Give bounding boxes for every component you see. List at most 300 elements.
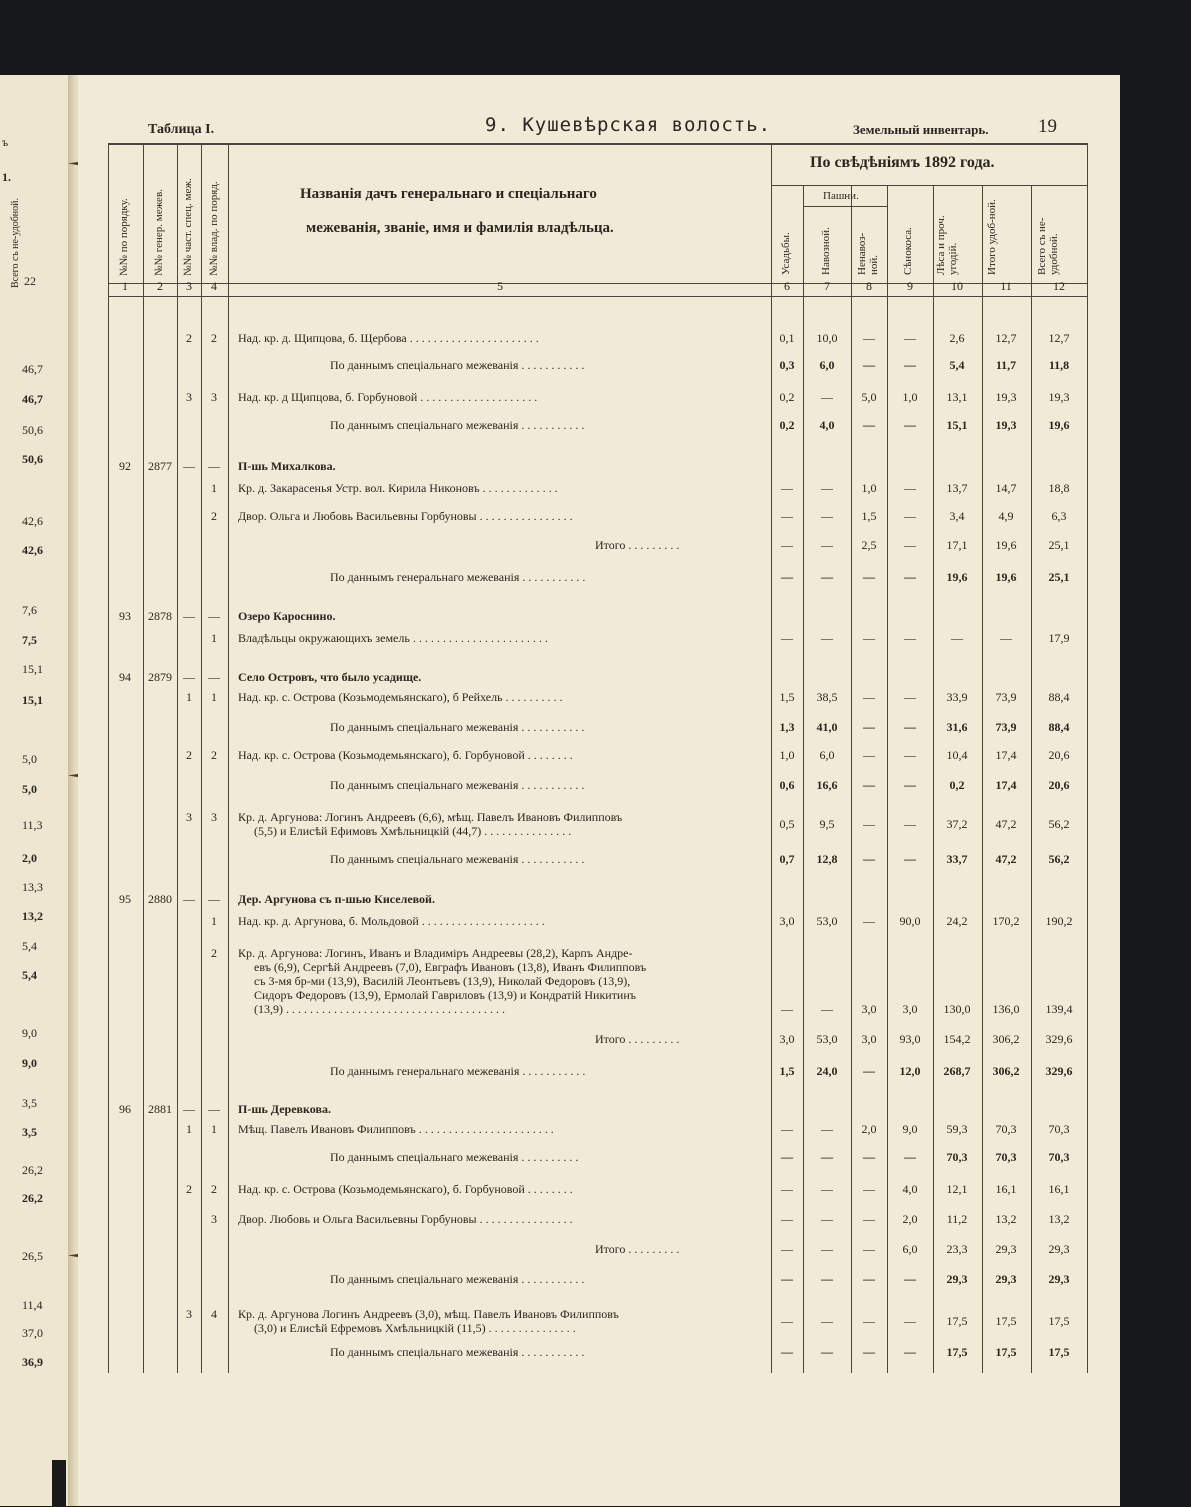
row-index-n3: 3 [186,810,192,824]
value-c6: — [781,1345,793,1359]
value-c7: 12,8 [816,852,838,866]
value-c8: — [863,1345,875,1359]
row-index-n1: 96 [119,1102,131,1116]
row-index-n3: — [183,1102,195,1116]
row-index-n4: — [208,1102,220,1116]
value-c12: 13,2 [1048,1212,1070,1226]
value-c11: 70,3 [995,1122,1017,1136]
value-c7: — [821,1345,833,1359]
column-number: 6 [784,279,790,293]
value-c9: — [904,418,916,432]
owner-row: Над. кр. с. Острова (Козьмодемьянскаго), б. Горбуновой . . . . . . . . [238,1182,573,1196]
value-c10: 10,4 [946,748,968,762]
value-c7: — [821,1002,833,1016]
row-index-n3: 3 [186,390,192,404]
value-c11: 170,2 [992,914,1020,928]
value-c6: 1,3 [779,720,795,734]
value-c8: — [863,358,875,372]
value-c11: 47,2 [995,817,1017,831]
value-c7: 41,0 [816,720,838,734]
value-c6: 0,2 [779,418,795,432]
value-c11: 306,2 [992,1032,1020,1046]
value-c10: 19,6 [946,570,968,584]
value-c7: — [821,1150,833,1164]
row-index-n4: 1 [211,1122,217,1136]
value-c9: 4,0 [902,1182,918,1196]
value-c9: — [904,1345,916,1359]
value-c6: — [781,1242,793,1256]
value-c8: — [863,720,875,734]
left-page-value: 36,9 [22,1355,43,1369]
row-index-n4: 1 [211,690,217,704]
row-index-n3: 2 [186,1182,192,1196]
value-c10: 31,6 [946,720,968,734]
value-c10: 13,7 [946,481,968,495]
value-c11: 13,2 [995,1212,1017,1226]
value-c7: 16,6 [816,778,838,792]
owner-row: Мѣщ. Павелъ Ивановъ Филипповъ . . . . . . . . . . . . . . . . . . . . . . . [238,1122,554,1136]
row-index-n4: 2 [211,509,217,523]
owner-row-continued: (13,9) . . . . . . . . . . . . . . . . . . . . . . . . . . . . . . . . . . . . . [254,1002,505,1016]
value-c9: — [904,1272,916,1286]
owner-row: Двор. Любовь и Ольга Васильевны Горбуновы . . . . . . . . . . . . . . . . [238,1212,573,1226]
owner-row: Двор. Ольга и Любовь Васильевны Горбуновы . . . . . . . . . . . . . . . . [238,509,573,523]
col-header-12: Всего съ не-удобной. [1036,217,1061,275]
left-page-value: 46,7 [22,392,43,406]
value-c8: — [863,1314,875,1328]
owner-row: Над. кр. д. Аргунова, б. Мольдовой . . . . . . . . . . . . . . . . . . . . . [238,914,545,928]
col-header-2: №№ генер. межев. [153,189,165,276]
value-c10: 5,4 [949,358,965,372]
value-c7: 53,0 [816,914,838,928]
total-row: Итого . . . . . . . . . [595,538,680,552]
survey-summary-row: По даннымъ спеціальнаго межеванія . . . . . . . . . . . [330,852,585,866]
value-c11: 19,3 [995,418,1017,432]
value-c7: 24,0 [816,1064,838,1078]
column-number: 12 [1053,279,1065,293]
survey-summary-row: По даннымъ спеціальнаго межеванія . . . . . . . . . . . [330,418,585,432]
value-c10: 154,2 [943,1032,971,1046]
row-index-n3: 1 [186,1122,192,1136]
row-index-n4: 4 [211,1307,217,1321]
value-c9: 9,0 [902,1122,918,1136]
survey-summary-row: По даннымъ спеціальнаго межеванія . . . . . . . . . . [330,1150,579,1164]
owner-row: Над. кр. д. Щипцова, б. Щербова . . . . . . . . . . . . . . . . . . . . . . [238,331,539,345]
value-c9: — [904,570,916,584]
row-index-n2: 2881 [148,1102,172,1116]
value-c10: 130,0 [943,1002,971,1016]
value-c9: 3,0 [902,1002,918,1016]
value-c6: 1,5 [779,1064,795,1078]
row-index-n4: 3 [211,390,217,404]
value-c6: — [781,1182,793,1196]
value-c7: 38,5 [816,690,838,704]
value-c10: 24,2 [946,914,968,928]
value-c7: 10,0 [816,331,838,345]
left-page-value: 7,6 [22,603,37,617]
left-page-value: 2,0 [22,851,37,865]
row-index-n4: — [208,892,220,906]
survey-summary-row: По даннымъ генеральнаго межеванія . . . . . . . . . . . [330,1064,586,1078]
row-index-n4: 1 [211,481,217,495]
value-c9: — [904,631,916,645]
value-c11: 19,6 [995,570,1017,584]
value-c6: 3,0 [779,914,795,928]
value-c6: 0,3 [779,358,795,372]
left-page-col-number: 22 [24,274,36,288]
row-index-n2: 2877 [148,459,172,473]
value-c8: — [863,690,875,704]
value-c11: 4,9 [998,509,1014,523]
value-c7: — [821,1272,833,1286]
value-c11: 12,7 [995,331,1017,345]
row-index-n3: — [183,609,195,623]
value-c12: 56,2 [1048,852,1070,866]
value-c10: 17,5 [946,1314,968,1328]
value-c6: — [781,1002,793,1016]
value-c11: 19,3 [995,390,1017,404]
value-c11: 73,9 [995,690,1017,704]
total-row: Итого . . . . . . . . . [595,1032,680,1046]
left-page-value: 26,2 [22,1191,43,1205]
row-index-n4: 2 [211,331,217,345]
pashni-header: Пашни. [823,190,859,202]
value-c8: 2,0 [861,1122,877,1136]
column-number: 5 [497,279,503,293]
owner-row: Кр. д. Аргунова Логинъ Андреевъ (3,0), мѣщ. Павелъ Ивановъ Филипповъ [238,1307,619,1321]
pashni-header-rule [803,206,887,207]
row-index-n1: 94 [119,670,131,684]
value-c12: 17,9 [1048,631,1070,645]
value-c12: 88,4 [1048,690,1070,704]
value-c9: — [904,1314,916,1328]
value-c7: — [821,509,833,523]
row-index-n4: 2 [211,1182,217,1196]
value-c12: 329,6 [1045,1064,1073,1078]
page-number: 19 [1038,116,1057,137]
left-page-col-header: Всего съ не-удобной. [10,198,21,288]
value-c12: 11,8 [1048,358,1070,372]
value-c8: 1,5 [861,509,877,523]
value-c11: 11,7 [995,358,1017,372]
survey-summary-row: По даннымъ спеціальнаго межеванія . . . . . . . . . . . [330,1345,585,1359]
left-page-value: 5,4 [22,939,37,953]
col-divider [933,185,934,1373]
col-header-1: №№ по порядку. [118,198,130,276]
value-c9: — [904,481,916,495]
value-c8: — [863,914,875,928]
value-c6: — [781,1212,793,1226]
row-index-n4: — [208,459,220,473]
owner-row: Над. кр. с. Острова (Козьмодемьянскаго), б Рейхель . . . . . . . . . . [238,690,563,704]
estate-heading: Село Островъ, что было усадище. [238,670,422,684]
row-index-n2: 2880 [148,892,172,906]
left-page-value: 50,6 [22,452,43,466]
value-c8: — [863,817,875,831]
row-index-n3: 1 [186,690,192,704]
value-c9: — [904,778,916,792]
left-page-value: 26,5 [22,1249,43,1263]
col-header-3: №№ част. спец. меж. [182,178,194,276]
survey-summary-row: По даннымъ генеральнаго межеванія . . . . . . . . . . . [330,570,586,584]
value-c10: 17,5 [946,1345,968,1359]
value-c8: 3,0 [861,1002,877,1016]
value-c8: 2,5 [861,538,877,552]
left-page-value: 3,5 [22,1125,37,1139]
value-c6: 1,0 [779,748,795,762]
number-row-rule [108,296,1088,297]
row-index-n3: — [183,670,195,684]
page-subtitle: Земельный инвентарь. [853,122,989,137]
value-c10: 268,7 [943,1064,971,1078]
left-page-value: 11,3 [22,818,43,832]
value-c11: — [1000,631,1012,645]
left-page-value: 42,6 [22,543,43,557]
owner-row-continued: евъ (6,9), Сергѣй Андреевъ (7,0), Евграфъ Ивановъ (13,8), Иванъ Филипповъ [254,960,647,974]
left-page-header-tail-2: 1. [2,170,11,184]
value-c7: 9,5 [819,817,835,831]
survey-summary-row: По даннымъ спеціальнаго межеванія . . . . . . . . . . . [330,720,585,734]
value-c10: 37,2 [946,817,968,831]
value-c8: — [863,1242,875,1256]
value-c9: 6,0 [902,1242,918,1256]
col-header-4: №№ влад. по поряд. [208,181,220,276]
value-c9: 90,0 [899,914,921,928]
value-c9: — [904,852,916,866]
value-c11: 19,6 [995,538,1017,552]
owner-row-continued: Сидоръ Федоровъ (13,9), Ермолай Гавриловъ (13,9) и Кондратій Никитинъ [254,988,636,1002]
value-c7: — [821,390,833,404]
column-number: 11 [1000,279,1012,293]
value-c12: 329,6 [1045,1032,1073,1046]
value-c6: — [781,481,793,495]
value-c8: — [863,852,875,866]
left-page-value: 42,6 [22,514,43,528]
value-c8: — [863,748,875,762]
row-index-n1: 95 [119,892,131,906]
value-c7: 53,0 [816,1032,838,1046]
value-c6: — [781,1314,793,1328]
value-c10: 33,9 [946,690,968,704]
estate-heading: П-шь Михалкова. [238,459,336,473]
page-title: 9. Кушевѣрская волость. [485,114,772,136]
column-number: 4 [211,279,217,293]
table-top-rule [108,143,1088,145]
value-c8: — [863,1182,875,1196]
value-c10: 2,6 [949,331,965,345]
left-page-value: 50,6 [22,423,43,437]
value-c8: 3,0 [861,1032,877,1046]
value-c10: 12,1 [946,1182,968,1196]
value-c9: — [904,1150,916,1164]
row-index-n2: 2879 [148,670,172,684]
survey-summary-row: По даннымъ спеціальнаго межеванія . . . . . . . . . . . [330,778,585,792]
value-c10: 13,1 [946,390,968,404]
col-header-9: Сѣнокоса. [902,227,914,275]
row-index-n4: — [208,670,220,684]
estate-heading: П-шь Деревкова. [238,1102,331,1116]
value-c8: 1,0 [861,481,877,495]
value-c10: 3,4 [949,509,965,523]
header-bottom-rule [108,283,1088,284]
left-page-value: 13,2 [22,909,43,923]
col-divider [982,185,983,1373]
value-c6: 1,5 [779,690,795,704]
value-c9: — [904,509,916,523]
value-c9: 2,0 [902,1212,918,1226]
value-c11: 17,5 [995,1345,1017,1359]
col-divider [143,143,144,1373]
value-c12: 29,3 [1048,1242,1070,1256]
value-c9: — [904,538,916,552]
left-page-value: 5,0 [22,752,37,766]
col-divider [1031,185,1032,1373]
row-index-n3: 2 [186,331,192,345]
value-c6: — [781,570,793,584]
value-c12: 12,7 [1048,331,1070,345]
value-c11: 306,2 [992,1064,1020,1078]
value-c12: 88,4 [1048,720,1070,734]
value-c10: 17,1 [946,538,968,552]
owner-row-continued: (3,0) и Елисѣй Ефремовъ Хмѣльницкій (11,5) . . . . . . . . . . . . . . . [254,1321,576,1335]
left-page-value: 11,4 [22,1298,43,1312]
value-c9: — [904,358,916,372]
value-c12: 16,1 [1048,1182,1070,1196]
left-page-value: 13,3 [22,880,43,894]
owner-row-continued: съ 3-мя бр-ми (13,9), Василій Леонтьевъ (13,9), Николай Федоровъ (13,9), [254,974,631,988]
value-c11: 17,4 [995,748,1017,762]
value-c11: 136,0 [992,1002,1020,1016]
value-c9: 93,0 [899,1032,921,1046]
owner-row: Владѣльцы окружающихъ земель . . . . . . . . . . . . . . . . . . . . . . . [238,631,548,645]
value-c12: 25,1 [1048,570,1070,584]
value-c11: 29,3 [995,1272,1017,1286]
value-c9: — [904,748,916,762]
value-c11: 73,9 [995,720,1017,734]
value-c7: — [821,631,833,645]
binding-tab [52,1460,66,1507]
value-c12: 19,3 [1048,390,1070,404]
row-index-n4: 3 [211,1212,217,1226]
row-index-n3: 3 [186,1307,192,1321]
value-c6: 0,7 [779,852,795,866]
value-c10: 59,3 [946,1122,968,1136]
col-header-11: Итого удоб-ной. [986,199,998,275]
value-c6: — [781,1150,793,1164]
left-page-value: 37,0 [22,1326,43,1340]
left-page-value: 26,2 [22,1163,43,1177]
value-c12: 17,5 [1048,1314,1070,1328]
value-c12: 139,4 [1045,1002,1073,1016]
value-c7: — [821,1212,833,1226]
column-number: 9 [907,279,913,293]
row-index-n3: 2 [186,748,192,762]
value-c12: 19,6 [1048,418,1070,432]
group-header: По свѣдѣніямъ 1892 года. [810,154,995,171]
left-page-value: 5,4 [22,968,37,982]
value-c10: 33,7 [946,852,968,866]
column-number: 7 [824,279,830,293]
left-page-value: 7,5 [22,633,37,647]
value-c10: 0,2 [949,778,965,792]
value-c7: — [821,1182,833,1196]
col-header-5-line2: межеванія, званіе, имя и фамилія владѣльца. [306,220,614,236]
row-index-n4: 1 [211,631,217,645]
value-c7: — [821,538,833,552]
row-index-n2: 2878 [148,609,172,623]
value-c12: 17,5 [1048,1345,1070,1359]
owner-row: Над. кр. д Щипцова, б. Горбуновой . . . . . . . . . . . . . . . . . . . . [238,390,538,404]
column-number: 8 [866,279,872,293]
value-c6: 0,5 [779,817,795,831]
row-index-n1: 92 [119,459,131,473]
value-c6: — [781,1122,793,1136]
value-c11: 17,4 [995,778,1017,792]
value-c12: 70,3 [1048,1122,1070,1136]
value-c8: — [863,1212,875,1226]
value-c8: — [863,331,875,345]
value-c11: 14,7 [995,481,1017,495]
col-header-7: Навозной. [820,227,832,275]
value-c9: — [904,720,916,734]
value-c12: 18,8 [1048,481,1070,495]
value-c9: 1,0 [902,390,918,404]
col-header-6: Усадьбы. [780,232,792,275]
value-c8: — [863,418,875,432]
column-number: 2 [157,279,163,293]
value-c12: 190,2 [1045,914,1073,928]
value-c10: 29,3 [946,1272,968,1286]
value-c6: 0,1 [779,331,795,345]
row-index-n4: 2 [211,748,217,762]
value-c6: — [781,538,793,552]
column-number: 10 [951,279,963,293]
value-c7: 4,0 [819,418,835,432]
value-c11: 17,5 [995,1314,1017,1328]
value-c8: — [863,778,875,792]
owner-row-continued: (5,5) и Елисѣй Ефимовъ Хмѣльницкій (44,7) . . . . . . . . . . . . . . . [254,824,572,838]
value-c7: — [821,1242,833,1256]
value-c9: — [904,817,916,831]
left-page-value: 3,5 [22,1096,37,1110]
value-c6: 0,6 [779,778,795,792]
value-c10: 23,3 [946,1242,968,1256]
value-c12: 70,3 [1048,1150,1070,1164]
value-c12: 20,6 [1048,778,1070,792]
row-index-n1: 93 [119,609,131,623]
value-c11: 16,1 [995,1182,1017,1196]
row-index-n4: — [208,609,220,623]
value-c8: — [863,1272,875,1286]
estate-heading: Дер. Аргунова съ п-шью Киселевой. [238,892,435,906]
row-index-n3: — [183,459,195,473]
left-page-value: 9,0 [22,1056,37,1070]
value-c8: — [863,631,875,645]
value-c11: 70,3 [995,1150,1017,1164]
value-c8: 5,0 [861,390,877,404]
value-c10: — [951,631,963,645]
value-c10: 15,1 [946,418,968,432]
column-number: 1 [122,279,128,293]
value-c7: — [821,481,833,495]
row-index-n3: — [183,892,195,906]
value-c7: — [821,570,833,584]
owner-row: Кр. д. Аргунова: Логинъ Андреевъ (6,6), мѣщ. Павелъ Ивановъ Филипповъ [238,810,623,824]
col-header-10: Лѣса и проч. угодій. [935,215,960,275]
value-c11: 47,2 [995,852,1017,866]
left-page-value: 46,7 [22,362,43,376]
column-number: 3 [186,279,192,293]
